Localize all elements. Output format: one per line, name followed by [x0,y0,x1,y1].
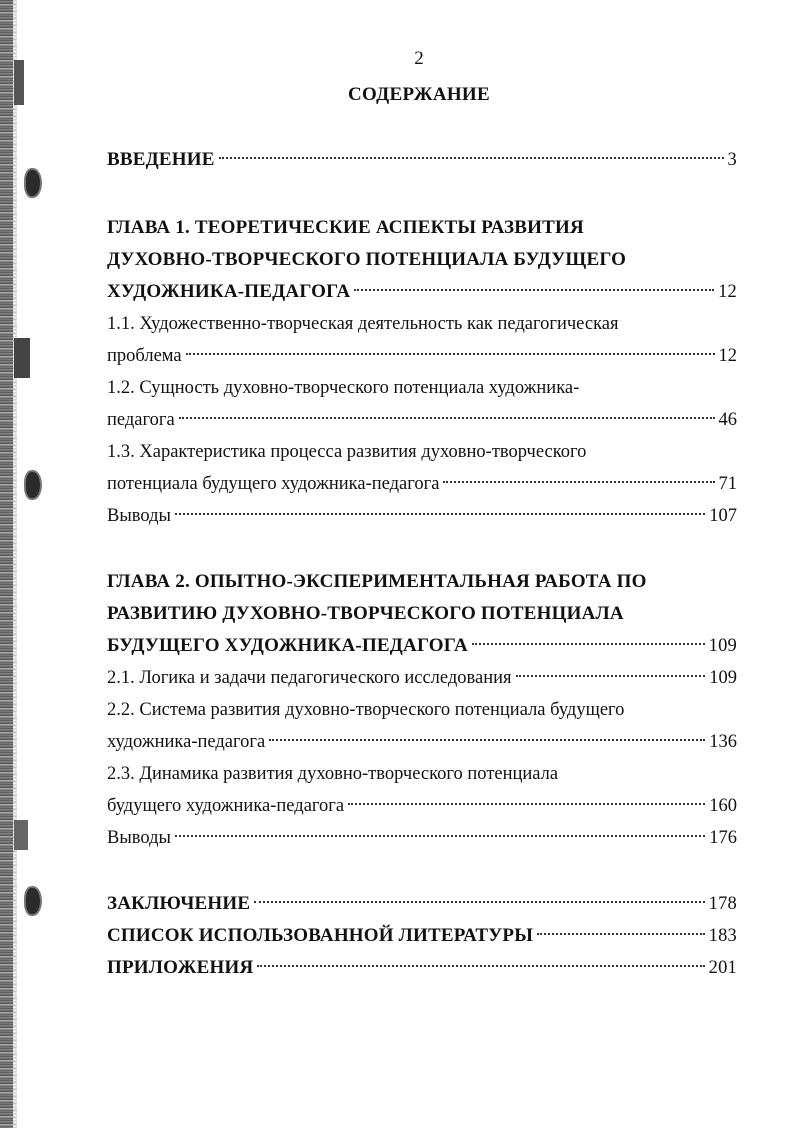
toc-entry-section-2-1[interactable] [107,662,737,694]
leader-dots [257,965,704,967]
chapter2-title-line: ГЛАВА 2. ОПЫТНО-ЭКСПЕРИМЕНТАЛЬНАЯ РАБОТА ПО [107,571,647,592]
toc-page-number: 12 [718,346,737,366]
punch-hole [24,168,42,198]
table-of-contents [107,144,737,984]
section-1-1-line2: проблема [107,346,182,366]
scan-binding-edge [0,0,13,1128]
chapter1-title-line: ДУХОВНО-ТВОРЧЕСКОГО ПОТЕНЦИАЛА БУДУЩЕГО [107,249,627,270]
scan-artifact [14,60,24,105]
toc-page-number: 107 [709,506,737,526]
leader-dots [354,289,714,291]
leader-dots [537,933,705,935]
leader-dots [269,739,705,741]
punch-hole [24,470,42,500]
leader-dots [443,481,714,483]
toc-entry-label: ЗАКЛЮЧЕНИЕ [107,893,251,914]
page-title: СОДЕРЖАНИЕ [348,84,490,105]
toc-entry-section-1-3[interactable] [107,468,737,500]
section-1-1-line1: 1.1. Художественно-творческая деятельность как педагогическая [107,314,619,334]
chapter2-title-line: БУДУЩЕГО ХУДОЖНИКА-ПЕДАГОГА [107,635,468,656]
toc-page-number: 183 [708,926,737,946]
leader-dots [348,803,705,805]
leader-dots [175,835,705,837]
punch-hole [24,886,42,916]
leader-dots [186,353,715,355]
leader-dots [254,901,704,903]
toc-page-number: 12 [718,282,737,302]
toc-entry-chapter2[interactable] [107,630,737,662]
toc-page-number: 3 [727,150,737,170]
section-2-3-line1: 2.3. Динамика развития духовно-творческого потенциала [107,764,559,784]
toc-entry-label: ВВЕДЕНИЕ [107,149,215,170]
toc-page-number: 71 [718,474,737,494]
scan-artifact [14,338,30,378]
leader-dots [472,643,705,645]
toc-entry-label: ПРИЛОЖЕНИЯ [107,957,254,978]
toc-entry-section-1-2[interactable] [107,404,737,436]
section-1-2-line1: 1.2. Сущность духовно-творческого потенциала художника- [107,378,580,398]
leader-dots [219,157,724,159]
toc-entry-appendices[interactable] [107,952,737,984]
scan-binding-shadow [13,0,17,1128]
section-1-3-line2: потенциала будущего художника-педагога [107,474,440,494]
toc-entry-chapter2-conclusions[interactable] [107,822,737,854]
section-2-2-line2: художника-педагога [107,732,266,752]
toc-entry-chapter1[interactable] [107,276,737,308]
toc-page-number: 109 [709,668,737,688]
toc-page-number: 160 [709,796,737,816]
section-2-2-line1: 2.2. Система развития духовно-творческого потенциала будущего [107,700,625,720]
chapter2-title-line: РАЗВИТИЮ ДУХОВНО-ТВОРЧЕСКОГО ПОТЕНЦИАЛА [107,603,624,624]
leader-dots [516,675,706,677]
toc-entry-section-1-1[interactable] [107,340,737,372]
section-2-1-line1: 2.1. Логика и задачи педагогического исследования [107,668,512,688]
section-1-3-line1: 1.3. Характеристика процесса развития духовно-творческого [107,442,587,462]
scan-artifact [14,820,28,850]
toc-entry-label: Выводы [107,828,171,848]
leader-dots [179,417,715,419]
chapter1-title-line: ГЛАВА 1. ТЕОРЕТИЧЕСКИЕ АСПЕКТЫ РАЗВИТИЯ [107,217,584,238]
toc-page-number: 46 [718,410,737,430]
leader-dots [175,513,705,515]
page-number: 2 [414,48,424,69]
toc-entry-chapter1-conclusions[interactable] [107,500,737,532]
section-2-3-line2: будущего художника-педагога [107,796,345,816]
toc-page-number: 176 [709,828,737,848]
toc-entry-label: Выводы [107,506,171,526]
toc-page-number: 109 [708,636,737,656]
toc-entry-introduction[interactable] [107,144,737,176]
toc-page-number: 136 [709,732,737,752]
chapter1-title-line: ХУДОЖНИКА-ПЕДАГОГА [107,281,351,302]
toc-entry-section-2-2[interactable] [107,726,737,758]
toc-page-number: 201 [708,958,737,978]
section-1-2-line2: педагога [107,410,175,430]
toc-page-number: 178 [708,894,737,914]
toc-entry-label: СПИСОК ИСПОЛЬЗОВАННОЙ ЛИТЕРАТУРЫ [107,925,534,946]
toc-entry-conclusion[interactable] [107,888,737,920]
toc-entry-section-2-3[interactable] [107,790,737,822]
toc-entry-bibliography[interactable] [107,920,737,952]
